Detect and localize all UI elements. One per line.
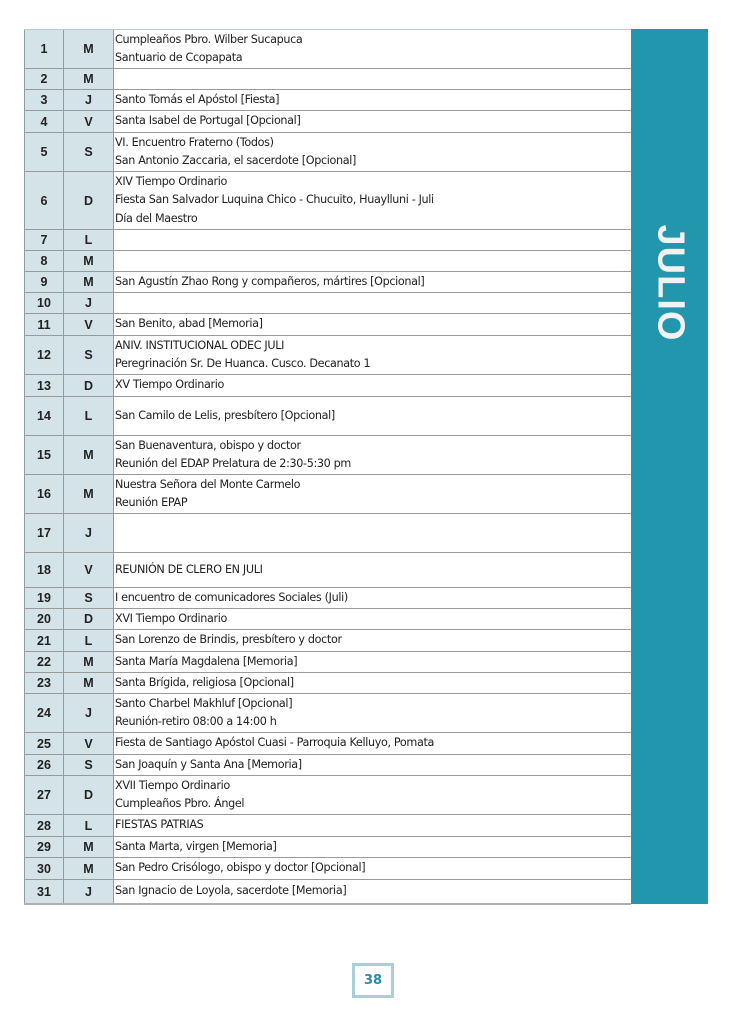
events-cell: [114, 733, 631, 754]
event-text: Santa Marta, virgen [Memoria]: [115, 839, 277, 853]
day-number: 13: [24, 375, 64, 396]
events-cell: [114, 609, 631, 629]
event-text: Cumpleaños Pbro. Ángel: [115, 797, 245, 810]
events-cell: [114, 694, 631, 732]
events-cell: [114, 172, 631, 229]
events-cell: [114, 436, 631, 474]
weekday-letter: M: [64, 436, 114, 474]
day-number: 2: [24, 69, 64, 89]
table-row: [24, 111, 631, 133]
event-text: Nuestra Señora del Monte Carmelo: [115, 477, 301, 491]
table-row: [24, 553, 631, 588]
events-cell: [114, 815, 631, 836]
events-cell: [114, 652, 631, 672]
events-cell: [114, 375, 631, 396]
event-text: San Joaquín y Santa Ana [Memoria]: [115, 757, 302, 771]
table-row: [24, 837, 631, 858]
weekday-letter: M: [64, 475, 114, 513]
weekday-letter: J: [64, 293, 114, 313]
weekday-letter: D: [64, 776, 114, 814]
page-number-box: [352, 963, 394, 998]
month-sidebar: [631, 29, 708, 904]
event-text: San Camilo de Lelis, presbítero [Opcional]: [115, 408, 335, 422]
table-row: [24, 815, 631, 837]
events-cell: [114, 133, 631, 171]
day-number: 24: [24, 694, 64, 732]
events-cell: [114, 90, 631, 110]
day-number: 19: [24, 588, 64, 608]
weekday-letter: S: [64, 755, 114, 775]
weekday-letter: J: [64, 514, 114, 552]
weekday-letter: M: [64, 69, 114, 89]
weekday-letter: S: [64, 336, 114, 374]
table-row: [24, 314, 631, 336]
events-cell: [114, 776, 631, 814]
events-cell: [114, 880, 631, 903]
day-number: 7: [24, 230, 64, 250]
day-number: 10: [24, 293, 64, 313]
events-cell: [114, 475, 631, 513]
day-number: 25: [24, 733, 64, 754]
table-row: [24, 90, 631, 111]
weekday-letter: M: [64, 251, 114, 271]
event-text: REUNIÓN DE CLERO EN JULI: [115, 562, 263, 576]
day-number: 27: [24, 776, 64, 814]
weekday-letter: L: [64, 815, 114, 836]
event-text: Reunión-retiro 08:00 a 14:00 h: [115, 715, 277, 728]
page-number: 38: [363, 973, 383, 988]
events-cell: [114, 272, 631, 292]
day-number: 15: [24, 436, 64, 474]
weekday-letter: L: [64, 630, 114, 651]
event-text: VI. Encuentro Fraterno (Todos): [115, 135, 274, 149]
day-number: 17: [24, 514, 64, 552]
table-row: [24, 858, 631, 880]
event-text: Santo Charbel Makhluf [Opcional]: [115, 696, 293, 710]
weekday-letter: L: [64, 397, 114, 435]
day-number: 3: [24, 90, 64, 110]
events-cell: [114, 69, 631, 89]
weekday-letter: M: [64, 837, 114, 857]
weekday-letter: V: [64, 733, 114, 754]
table-row: [24, 776, 631, 815]
weekday-letter: M: [64, 30, 114, 68]
table-row: [24, 69, 631, 90]
table-row: [24, 588, 631, 609]
day-number: 5: [24, 133, 64, 171]
day-number: 21: [24, 630, 64, 651]
table-row: [24, 609, 631, 630]
event-text: FIESTAS PATRIAS: [115, 818, 204, 832]
table-row: [24, 172, 631, 230]
table-row: [24, 733, 631, 755]
event-text: XIV Tiempo Ordinario: [115, 174, 227, 188]
event-text: Cumpleaños Pbro. Wilber Sucapuca: [115, 32, 303, 46]
events-cell: [114, 514, 631, 552]
day-number: 9: [24, 272, 64, 292]
table-row: [24, 30, 631, 69]
event-text: Día del Maestro: [115, 211, 198, 225]
weekday-letter: J: [64, 694, 114, 732]
event-text: I encuentro de comunicadores Sociales (Juli): [115, 590, 348, 604]
table-row: [24, 272, 631, 293]
event-text: San Buenaventura, obispo y doctor: [115, 438, 301, 452]
weekday-letter: L: [64, 230, 114, 250]
event-text: Reunión del EDAP Prelatura de 2:30-5:30 pm: [115, 457, 351, 470]
table-row: [24, 293, 631, 314]
day-number: 18: [24, 553, 64, 587]
table-row: [24, 630, 631, 652]
day-number: 8: [24, 251, 64, 271]
events-cell: [114, 755, 631, 775]
weekday-letter: S: [64, 133, 114, 171]
day-number: 1: [24, 30, 64, 68]
weekday-letter: V: [64, 314, 114, 335]
event-text: Peregrinación Sr. De Huanca. Cusco. Decanato 1: [115, 357, 371, 370]
event-text: San Benito, abad [Memoria]: [115, 317, 263, 331]
day-number: 23: [24, 673, 64, 693]
day-number: 22: [24, 652, 64, 672]
day-number: 30: [24, 858, 64, 879]
weekday-letter: D: [64, 172, 114, 229]
table-row: [24, 336, 631, 375]
table-row: [24, 375, 631, 397]
event-text: Reunión EPAP: [115, 496, 188, 509]
event-text: ANIV. INSTITUCIONAL ODEC JULI: [115, 338, 285, 352]
weekday-letter: S: [64, 588, 114, 608]
events-cell: [114, 336, 631, 374]
weekday-letter: D: [64, 375, 114, 396]
events-cell: [114, 230, 631, 250]
table-row: [24, 880, 631, 905]
event-text: Santa Isabel de Portugal [Opcional]: [115, 114, 301, 128]
table-row: [24, 755, 631, 776]
weekday-letter: V: [64, 553, 114, 587]
events-cell: [114, 251, 631, 271]
event-text: San Agustín Zhao Rong y compañeros, mártires [Opcional]: [115, 274, 425, 288]
events-cell: [114, 588, 631, 608]
events-cell: [114, 837, 631, 857]
weekday-letter: M: [64, 652, 114, 672]
events-cell: [114, 293, 631, 313]
table-row: [24, 475, 631, 514]
weekday-letter: J: [64, 90, 114, 110]
table-row: [24, 251, 631, 272]
day-number: 4: [24, 111, 64, 132]
table-row: [24, 673, 631, 694]
table-row: [24, 230, 631, 251]
table-row: [24, 514, 631, 553]
table-row: [24, 397, 631, 436]
events-cell: [114, 673, 631, 693]
day-number: 12: [24, 336, 64, 374]
events-cell: [114, 553, 631, 587]
events-cell: [114, 397, 631, 435]
day-number: 14: [24, 397, 64, 435]
table-row: [24, 436, 631, 475]
event-text: XV Tiempo Ordinario: [115, 378, 225, 392]
event-text: XVI Tiempo Ordinario: [115, 611, 227, 625]
event-text: San Antonio Zaccaria, el sacerdote [Opcional]: [115, 154, 357, 167]
day-number: 26: [24, 755, 64, 775]
day-number: 28: [24, 815, 64, 836]
weekday-letter: M: [64, 858, 114, 879]
weekday-letter: J: [64, 880, 114, 903]
event-text: San Pedro Crisólogo, obispo y doctor [Opcional]: [115, 861, 366, 875]
month-title: JULIO: [649, 224, 692, 342]
table-row: [24, 133, 631, 172]
weekday-letter: M: [64, 272, 114, 292]
event-text: Santuario de Ccopapata: [115, 51, 243, 64]
events-cell: [114, 314, 631, 335]
event-text: Santa María Magdalena [Memoria]: [115, 654, 298, 668]
day-number: 16: [24, 475, 64, 513]
day-number: 29: [24, 837, 64, 857]
event-text: XVII Tiempo Ordinario: [115, 778, 230, 792]
event-text: San Lorenzo de Brindis, presbítero y doctor: [115, 633, 342, 647]
event-text: Fiesta San Salvador Luquina Chico - Chucuito, Huaylluni - Juli: [115, 193, 434, 207]
weekday-letter: V: [64, 111, 114, 132]
table-row: [24, 652, 631, 673]
event-text: Santa Brígida, religiosa [Opcional]: [115, 675, 294, 689]
day-number: 20: [24, 609, 64, 629]
day-number: 6: [24, 172, 64, 229]
events-cell: [114, 111, 631, 132]
event-text: San Ignacio de Loyola, sacerdote [Memoria]: [115, 884, 347, 898]
events-cell: [114, 630, 631, 651]
events-cell: [114, 30, 631, 68]
calendar-table: [24, 29, 631, 899]
weekday-letter: D: [64, 609, 114, 629]
event-text: Santo Tomás el Apóstol [Fiesta]: [115, 92, 280, 106]
day-number: 31: [24, 880, 64, 903]
event-text: Fiesta de Santiago Apóstol Cuasi - Parroquia Kelluyo, Pomata: [115, 736, 434, 750]
events-cell: [114, 858, 631, 879]
weekday-letter: M: [64, 673, 114, 693]
day-number: 11: [24, 314, 64, 335]
table-row: [24, 694, 631, 733]
